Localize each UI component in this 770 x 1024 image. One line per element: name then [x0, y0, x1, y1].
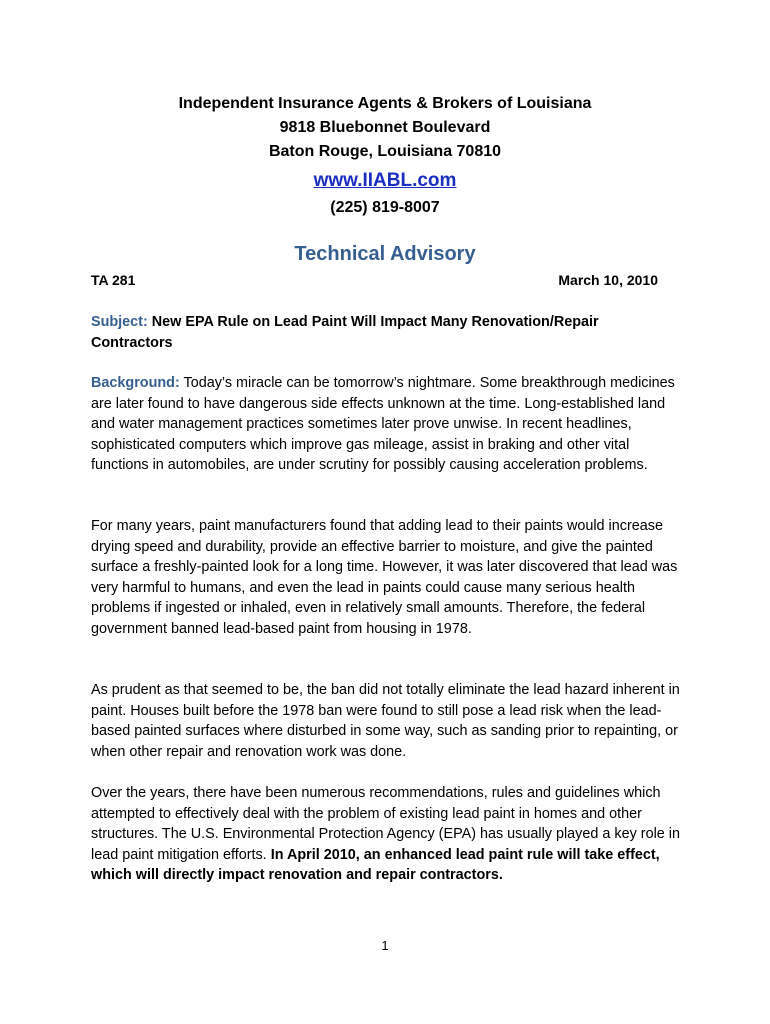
org-name: Independent Insurance Agents & Brokers of Louisiana	[178, 95, 592, 112]
subject-paragraph	[91, 312, 681, 353]
epa-rule-emphasis: In April 2010, an enhanced lead paint rule will take effect, which will directly impact renovation and repair contractors.	[91, 846, 660, 884]
background-text: Today’s miracle can be tomorrow’s nightmare. Some breakthrough medicines are later found to have dangerous side effects unknown at the time. Long-established land and water management practices sometimes later prove unwise. In recent headlines, sophisticated computers which improve gas mileage, assist in braking and other vital functions in automobiles, are under scrutiny for possibly causing acceleration problems.	[91, 375, 675, 474]
street-address: 9818 Bluebonnet Boulevard	[279, 119, 491, 136]
background-paragraph	[91, 373, 681, 476]
phone-number: (225) 819-8007	[330, 199, 440, 216]
background-label: Background:	[91, 375, 180, 391]
epa-rule-text: Over the years, there have been numerous recommendations, rules and guidelines which attempted to effectively deal with the problem of existing lead paint in homes and other structures. The U.S. Environmental Protection Agency (EPA) has usually played a key role in lead paint mitigation efforts.	[91, 785, 680, 863]
website-link[interactable]: www.IIABL.com	[313, 170, 457, 191]
paragraph-epa-rule	[91, 783, 681, 886]
advisory-title: Technical Advisory	[294, 243, 476, 265]
paragraph-lead-ban: As prudent as that seemed to be, the ban did not totally eliminate the lead hazard inherent in paint. Houses built before the 1978 ban were found to still pose a lead risk when the lead-based painted surfaces where disturbed in some way, such as sanding prior to repainting, or when other repair and renovation work was done.	[91, 682, 680, 760]
letterhead	[0, 92, 770, 220]
paragraph-lead-history: For many years, paint manufacturers found that adding lead to their paints would increase drying speed and durability, provide an effective barrier to moisture, and give the painted surface a freshly-painted look for a long time. However, it was later discovered that lead was very harmful to humans, and even the lead in paints could cause many serious health problems if ingested or inhaled, even in relatively small amounts. Therefore, the federal government banned lead-based paint from housing in 1978.	[91, 518, 678, 637]
subject-label: Subject:	[91, 314, 148, 330]
ta-number: TA 281	[91, 272, 136, 288]
advisory-date: March 10, 2010	[558, 272, 658, 288]
city-address: Baton Rouge, Louisiana 70810	[268, 143, 502, 160]
page-number: 1	[381, 938, 389, 953]
subject-text: New EPA Rule on Lead Paint Will Impact Many Renovation/Repair Contractors	[91, 314, 599, 351]
